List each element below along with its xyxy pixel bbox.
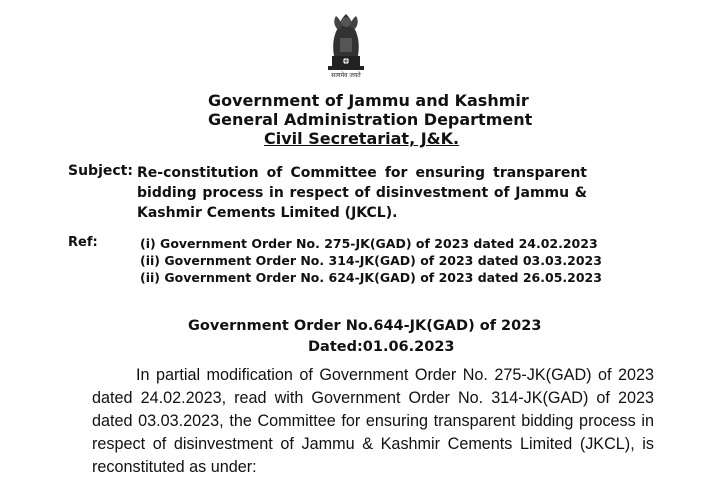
reference-item: (ii) Government Order No. 624-JK(GAD) of 2023 dated 26.05.2023 [140,270,602,285]
reference-list [140,235,602,286]
subject-label: Subject: [68,163,133,179]
reference-item: (ii) Government Order No. 314-JK(GAD) of 2023 dated 03.03.2023 [140,253,602,268]
order-date: Dated:01.06.2023 [308,339,455,355]
order-body-paragraph [92,364,654,479]
emblem-motto: सत्यमेव जयते [331,72,361,79]
order-body-text: In partial modification of Government Order No. 275-JK(GAD) of 2023 dated 24.02.2023, read with Government Order No. 314-JK(GAD) of 2023 dated 03.03.2023, the Committee for ensuring transparent bidding process in respect of disinvestment of Jammu & Kashmir Cements Limited (JKCL), is reconstituted as under: [92,366,654,476]
header-government: Government of Jammu and Kashmir [208,91,529,110]
subject-text: Re-constitution of Committee for ensuring transparent bidding process in respect of disinvestment of Jammu & Kashmir Cements Limited (JKCL). [137,165,587,221]
header-secretariat: Civil Secretariat, J&K. [264,129,460,148]
reference-label: Ref: [68,235,98,250]
order-title: Government Order No.644-JK(GAD) of 2023 [188,318,542,334]
reference-item: (i) Government Order No. 275-JK(GAD) of 2023 dated 24.02.2023 [140,236,598,251]
header-department: General Administration Department [208,110,533,129]
